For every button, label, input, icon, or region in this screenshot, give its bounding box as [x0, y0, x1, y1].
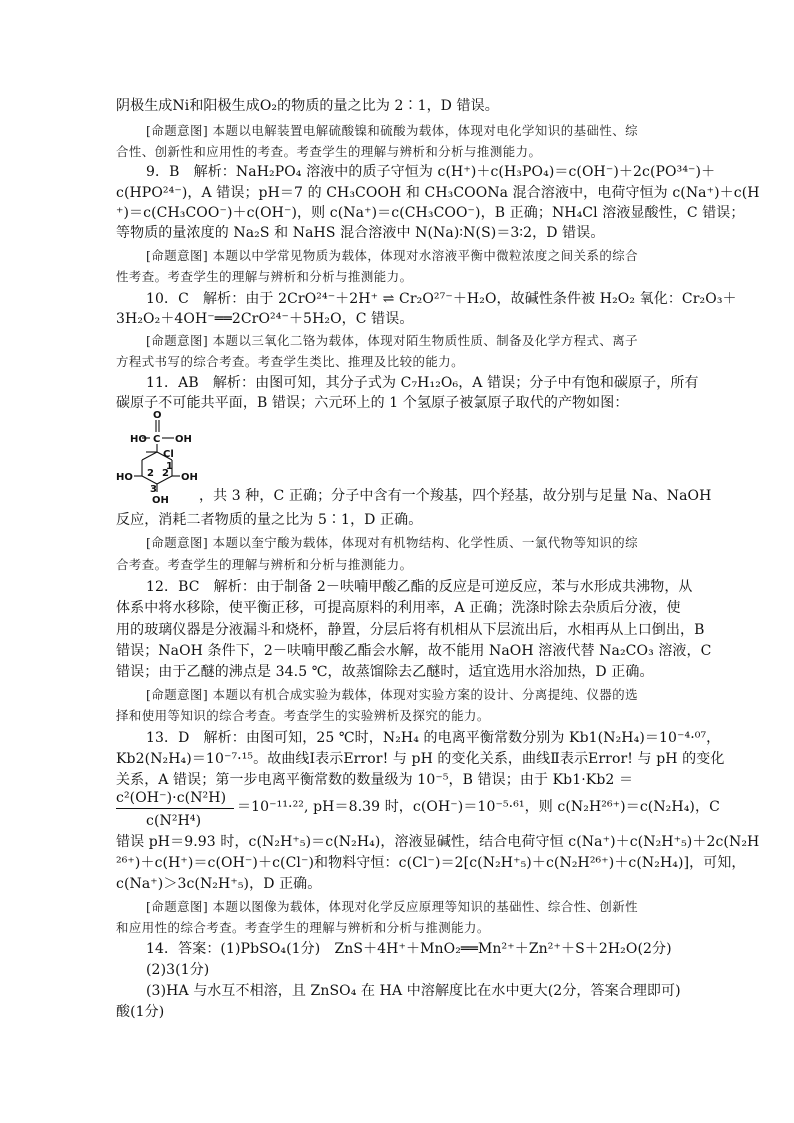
intent-note: [命题意图] 本题以电解装置电解硫酸镍和硫酸为载体，体现对电化学知识的基础性、综: [146, 123, 639, 138]
intent-note: 择和使用等知识的综合考查。考查学生的实验辨析及探究的能力。: [116, 708, 490, 723]
struct-atom: OH: [152, 495, 169, 504]
struct-number: 1: [166, 461, 173, 472]
fraction-denominator: c(N²H⁴): [146, 813, 202, 829]
text-line: ，共 3 种，C 正确；分子中含有一个羧基，四个羟基，故分别与足量 Na、NaOH: [199, 488, 712, 504]
struct-atom: HO: [116, 472, 133, 483]
text-line: c(HPO²⁴⁻)，A 错误；pH＝7 的 CH₃COOH 和 CH₃COONa 混合溶液中，电荷守恒为 c(Na⁺)＋c(H: [116, 185, 760, 201]
struct-atom: Cl: [163, 449, 174, 460]
answer-14-line: 14．答案：(1)PbSO₄(1分) ZnS＋4H⁺＋MnO₂══Mn²⁺＋Zn²⁺＋S＋2H₂O(2分): [146, 941, 672, 957]
text-line: 反应，消耗二者物质的量之比为 5∶1，D 正确。: [116, 512, 423, 528]
text-line: 错误；由于乙醚的沸点是 34.5 ℃，故蒸馏除去乙醚时，适宜选用水浴加热，D 正确。: [116, 664, 654, 680]
chloro-quinic-acid-structure: [116, 408, 200, 504]
struct-atom: OH: [181, 472, 198, 483]
intent-note: 合考查。考查学生的理解与辨析和分析与推测能力。: [116, 557, 413, 572]
text-line: 等物质的量浓度的 Na₂S 和 NaHS 混合溶液中 N(Na)∶N(S)＝3∶2，D 错误。: [116, 225, 605, 241]
intent-note: 合性、创新性和应用性的考查。考查学生的理解与辨析和分析与推测能力。: [116, 144, 542, 159]
answer-11-line: 11．AB 解析：由图可知，其分子式为 C₇H₁₂O₆，A 错误；分子中有饱和碳原子，所有: [146, 375, 699, 391]
text-line: ²⁶⁺)＋c(H⁺)＝c(OH⁻)＋c(Cl⁻)和物料守恒：c(Cl⁻)＝2[c(N₂H⁺₅)＋c(N₂H²⁶⁺)＋c(N₂H₄)]，可知，: [116, 855, 746, 871]
answer-12-line: 12．BC 解析：由于制备 2－呋喃甲酸乙酯的反应是可逆反应，苯与水形成共沸物，从: [146, 579, 693, 595]
text-line: 碳原子不可能共平面，B 错误；六元环上的 1 个氢原子被氯原子取代的产物如图：: [116, 395, 629, 411]
struct-number: 2: [147, 468, 154, 479]
answer-13-line: 13．D 解析：由图可知，25 ℃时，N₂H₄ 的电离平衡常数分别为 Kb1(N₂H₄)＝10⁻⁴·⁰⁷，: [146, 730, 721, 746]
intent-note: [命题意图] 本题以三氧化二铬为载体，体现对陌生物质性质、制备及化学方程式、离子: [146, 333, 639, 348]
struct-number: 3: [150, 484, 157, 495]
text-line: ⁺)＝c(CH₃COO⁻)＋c(OH⁻)，则 c(Na⁺)＝c(CH₃COO⁻)，B 正确；NH₄Cl 溶液显酸性，C 错误；: [116, 205, 745, 221]
text-line: 阴极生成Ni和阳极生成O₂的物质的量之比为 2∶1，D 错误。: [116, 98, 499, 114]
struct-atom: HO: [130, 434, 147, 445]
intent-note: [命题意图] 本题以奎宁酸为载体，体现对有机物结构、化学性质、一氯代物等知识的综: [146, 535, 639, 550]
answer-9-line: 9．B 解析：NaH₂PO₄ 溶液中的质子守恒为 c(H⁺)＋c(H₃PO₄)＝c(OH⁻)＋2c(PO³⁴⁻)＋: [146, 164, 716, 180]
text-line: 3H₂O₂＋4OH⁻══2CrO²⁴⁻＋5H₂O，C 错误。: [116, 311, 414, 327]
intent-note: 方程式书写的综合考查。考查学生类比、推理及比较的能力。: [116, 354, 465, 369]
answer-10-line: 10．C 解析：由于 2CrO²⁴⁻＋2H⁺ ⇌ Cr₂O²⁷⁻＋H₂O，故碱性条件被 H₂O₂ 氧化：Cr₂O₃＋: [146, 291, 737, 307]
text-line: ＝10⁻¹¹·²², pH＝8.39 时，c(OH⁻)＝10⁻⁵·⁶¹，则 c(N₂H²⁶⁺)＝c(N₂H₄)，C: [237, 799, 720, 815]
text-line: 错误；NaOH 条件下，2－呋喃甲酸乙酯会水解，故不能用 NaOH 溶液代替 Na₂CO₃ 溶液，C: [116, 643, 712, 659]
text-line: 体系中将水移除，使平衡正移，可提高原料的利用率，A 正确；洗涤时除去杂质后分液，使: [116, 600, 681, 616]
struct-atom: C: [153, 434, 161, 445]
text-line: 关系，A 错误；第一步电离平衡常数的数量级为 10⁻⁵，B 错误；由于 Kb1·Kb2 ＝: [116, 772, 634, 788]
text-line: c(Na⁺)＞3c(N₂H⁺₅)，D 正确。: [116, 876, 322, 892]
text-line: Kb2(N₂H₄)＝10⁻⁷·¹⁵。故曲线Ⅰ表示Error! 与 pH 的变化关系，曲线Ⅱ表示Error! 与 pH 的变化: [116, 751, 725, 767]
text-line: (2)3(1分): [146, 962, 210, 978]
struct-number: 2: [162, 468, 169, 479]
text-line: (3)HA 与水互不相溶，且 ZnSO₄ 在 HA 中溶解度比在水中更大(2分，答案合理即可): [146, 983, 681, 999]
intent-note: [命题意图] 本题以有机合成实验为载体，体现对实验方案的设计、分离提纯、仪器的选: [146, 687, 639, 702]
text-line: 用的玻璃仪器是分液漏斗和烧杯，静置，分层后将有机相从下层流出后，水相再从上口倒出，B: [116, 622, 705, 638]
intent-note: [命题意图] 本题以图像为载体，体现对化学反应原理等知识的基础性、综合性、创新性: [146, 899, 639, 914]
intent-note: 性考查。考查学生的理解与辨析和分析与推测能力。: [116, 269, 413, 284]
fraction-numerator: c²(OH⁻)·c(N²H): [116, 789, 234, 809]
struct-atom: O: [153, 410, 162, 421]
struct-atom: OH: [175, 434, 192, 445]
intent-note: 和应用性的综合考查。考查学生的理解与辨析和分析与推测能力。: [116, 920, 490, 935]
text-line: 酸(1分): [116, 1004, 165, 1020]
intent-note: [命题意图] 本题以中学常见物质为载体，体现对水溶液平衡中微粒浓度之间关系的综合: [146, 248, 639, 263]
text-line: 错误 pH＝9.93 时，c(N₂H⁺₅)＝c(N₂H₄)，溶液显碱性，结合电荷守恒 c(Na⁺)＋c(N₂H⁺₅)＋2c(N₂H: [116, 834, 760, 850]
